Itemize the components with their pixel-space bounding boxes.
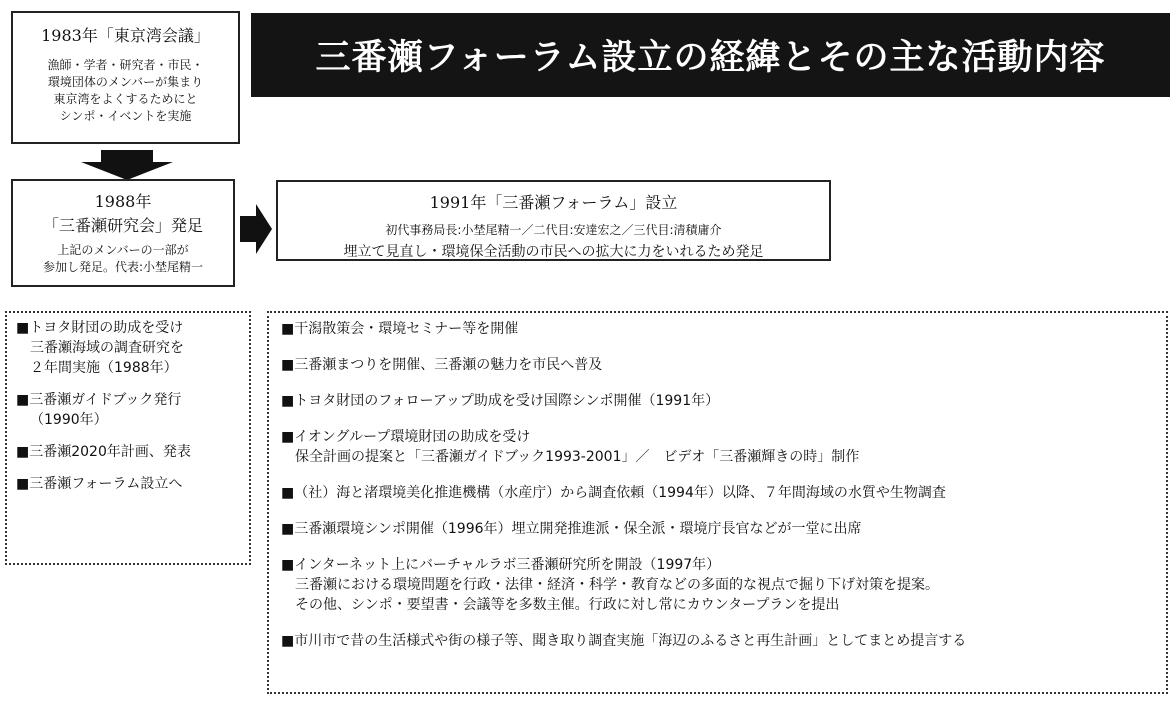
box-1983-body <box>13 57 238 125</box>
list-item-line: ■三番瀬ガイドブック発行 <box>16 392 182 408</box>
early-activities-list <box>5 311 251 565</box>
arrow-down-icon <box>81 150 173 180</box>
box-1988-heading-name: 「三番瀬研究会」発足 <box>42 216 203 235</box>
list-item <box>281 355 1166 375</box>
list-item <box>281 519 1166 539</box>
list-item <box>281 427 1166 467</box>
list-item-line: 保全計画の提案と「三番瀬ガイドブック1993-2001」／ ビデオ「三番瀬輝きの時」制作 <box>295 449 860 465</box>
list-item-line: ■イオングループ環境財団の助成を受け <box>281 429 531 445</box>
list-item-line: ■トヨタ財団のフォローアップ助成を受け国際シンポ開催（1991年） <box>281 393 720 409</box>
list-item-line: （1990年） <box>30 412 108 428</box>
box-1983-line: 東京湾をよくするためにと <box>53 92 198 106</box>
list-item-line: ■トヨタ財団の助成を受け <box>16 320 184 336</box>
box-1988-research-group <box>11 179 235 287</box>
list-item <box>16 474 249 494</box>
page-title: 三番瀬フォーラム設立の経緯とその主な活動内容 <box>251 13 1170 97</box>
list-item-line: ■市川市で昔の生活様式や街の様子等、聞き取り調査実施「海辺のふるさと再生計画」としてまとめ提言する <box>281 633 967 649</box>
box-1983-line: 環境団体のメンバーが集まり <box>47 75 204 89</box>
box-1991-officers: 初代事務局長:小埜尾精一／二代目:安達宏之／三代目:清積庸介 <box>385 223 722 237</box>
list-item <box>281 631 1166 651</box>
list-item-line: 三番瀬海域の調査研究を <box>30 340 184 356</box>
list-item <box>16 318 249 378</box>
arrow-right-icon <box>240 204 272 254</box>
list-item-line: ■インターネット上にバーチャルラボ三番瀬研究所を開設（1997年） <box>281 557 721 573</box>
box-1988-heading-year: 1988年 <box>94 192 152 211</box>
box-1991-forum-founded <box>276 180 831 261</box>
list-item-line: ２年間実施（1988年） <box>30 360 178 376</box>
box-1983-heading: 1983年「東京湾会議」 <box>41 26 210 45</box>
list-item-line: ■三番瀬環境シンポ開催（1996年）埋立開発推進派・保全派・環境庁長官などが一堂に出席 <box>281 521 862 537</box>
box-1988-line: 参加し発足。代表:小埜尾精一 <box>42 260 204 274</box>
list-item <box>16 390 249 430</box>
list-item-line: ■三番瀬フォーラム設立へ <box>16 476 183 492</box>
list-item-line: ■（社）海と渚環境美化推進機構（水産庁）から調査依頼（1994年）以降、７年間海域の水質や生物調査 <box>281 485 946 501</box>
box-1991-purpose: 埋立て見直し・環境保全活動の市民への拡大に力をいれるため発足 <box>343 244 764 260</box>
box-1983-tokyo-bay-conference <box>11 11 240 144</box>
box-1988-line: 上記のメンバーの一部が <box>57 243 189 257</box>
list-item <box>281 483 1166 503</box>
list-item-line: その他、シンポ・要望書・会議等を多数主催。行政に対し常にカウンタープランを提出 <box>295 597 840 613</box>
box-1983-line: シンポ・イベントを実施 <box>59 109 192 123</box>
box-1988-body <box>13 242 233 276</box>
list-item-line: ■干潟散策会・環境セミナー等を開催 <box>281 321 519 337</box>
list-item-line: ■三番瀬2020年計画、発表 <box>16 444 191 460</box>
list-item-line: 三番瀬における環境問題を行政・法律・経済・科学・教育などの多面的な視点で掘り下げ対策を提案。 <box>295 577 939 593</box>
list-item <box>281 391 1166 411</box>
list-item <box>281 319 1166 339</box>
list-item <box>16 442 249 462</box>
box-1991-heading: 1991年「三番瀬フォーラム」設立 <box>429 193 678 212</box>
box-1983-line: 漁師・学者・研究者・市民・ <box>47 58 204 72</box>
list-item-line: ■三番瀬まつりを開催、三番瀬の魅力を市民へ普及 <box>281 357 603 373</box>
list-item <box>281 555 1166 615</box>
forum-activities-list <box>267 311 1168 694</box>
